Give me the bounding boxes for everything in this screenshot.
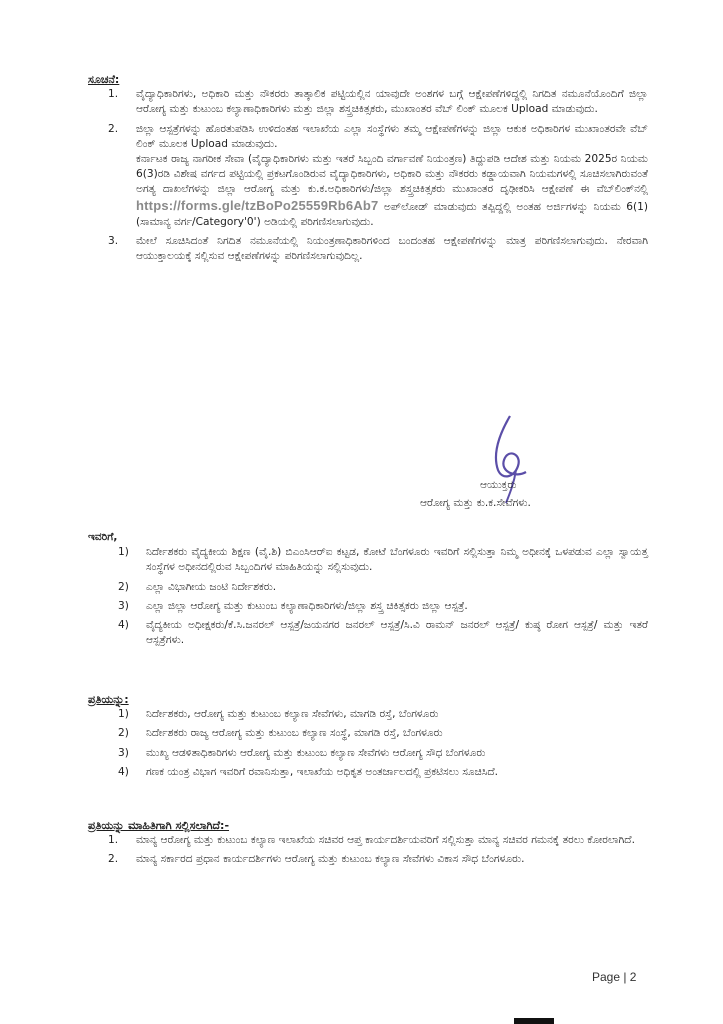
item-text: ನಿರ್ದೇಶಕರು ರಾಜ್ಯ ಆರೋಗ್ಯ ಮತ್ತು ಕುಟುಂಬ ಕಲ್ಯಾಣ ಸಂಸ್ಥೆ, ಮಾಗಡಿ ರಸ್ತೆ, ಬೆಂಗಳೂರು xyxy=(146,727,443,740)
note-text: ಅಪ್‌ಲೋಡ್ ಮಾಡುವುದು ತಪ್ಪಿದ್ದಲ್ಲಿ ಅಂತಹ ಅರ್ಜಿಗಳನ್ನು ನಿಯಮ 6(1) (ಸಾಮಾನ್ಯ ವರ್ಗ/Category'0') ಅಡಿಯಲ್ಲಿ ಪರಿಗಣಿಸಲಾಗುವುದು. xyxy=(136,200,649,228)
list-number: 3. xyxy=(108,235,119,248)
note-item-3 xyxy=(108,234,648,264)
list-item xyxy=(118,618,648,648)
list-item xyxy=(118,746,648,761)
signatory-title: ಆಯುಕ್ತರು xyxy=(480,479,517,491)
list-number: 2) xyxy=(118,727,129,740)
list-number: 4) xyxy=(118,619,129,632)
item-text: ಗಣಕ ಯಂತ್ರ ವಿಭಾಗ ಇವರಿಗೆ ರವಾನಿಸುತ್ತಾ, ಇಲಾಖೆಯ ಅಧಿಕೃತ ಅಂತರ್ಜಾಲದಲ್ಲಿ ಪ್ರಕಟಿಸಲು ಸೂಚಿಸಿದೆ. xyxy=(146,765,499,778)
list-number: 1) xyxy=(118,546,129,559)
list-number: 3) xyxy=(118,599,129,612)
note-item-2 xyxy=(108,122,648,230)
list-item xyxy=(108,852,648,867)
list-number: 3) xyxy=(118,746,129,759)
list-number: 1) xyxy=(118,708,129,721)
item-text: ಮಾನ್ಯ ಸರ್ಕಾರದ ಪ್ರಧಾನ ಕಾರ್ಯದರ್ಶಿಗಳು ಆರೋಗ್ಯ ಮತ್ತು ಕುಟುಂಬ ಕಲ್ಯಾಣ ಸೇವೆಗಳು ವಿಕಾಸ ಸೌಧ ಬೆಂಗಳೂರು. xyxy=(136,853,525,866)
to-title: ಇವರಿಗೆ, xyxy=(88,531,118,543)
list-item xyxy=(118,545,648,575)
list-item xyxy=(118,707,648,722)
item-text: ನಿರ್ದೇಶಕರು, ಆರೋಗ್ಯ ಮತ್ತು ಕುಟುಂಬ ಕಲ್ಯಾಣ ಸೇವೆಗಳು, ಮಾಗಡಿ ರಸ್ತೆ, ಬೆಂಗಳೂರು xyxy=(146,708,439,721)
list-item xyxy=(118,599,648,614)
item-text: ನಿರ್ದೇಶಕರು ವೈದ್ಯಕೀಯ ಶಿಕ್ಷಣ (ವೈ.ಶಿ) ಬಿಎಂಸಿಆರ್‌ಐ ಕಟ್ಟಡ, ಕೋಟೆ ಬೆಂಗಳೂರು ಇವರಿಗೆ ಸಲ್ಲಿಸುತ್ತಾ ನಿಮ್ಮ ಅಧೀನಕ್ಕೆ ಒಳಪಡುವ ಎಲ್ಲಾ ಸ್ವಾಯತ್ತ ಸಂಸ್ಥೆಗಳ ಅಧೀನದಲ್ಲಿರುವ ಸಿಬ್ಬಂದಿಗಳ ಮಾಹಿತಿಯನ್ನು ಸಲ್ಲಿಸುವುದು. xyxy=(146,546,648,574)
list-number: 2) xyxy=(118,580,129,593)
note-text: ವೈದ್ಯಾಧಿಕಾರಿಗಳು, ಅಧಿಕಾರಿ ಮತ್ತು ನೌಕರರು ತಾತ್ಕಾಲಿಕ ಪಟ್ಟಿಯಲ್ಲಿನ ಯಾವುದೇ ಅಂಶಗಳ ಬಗ್ಗೆ ಆಕ್ಷೇಪಣೆಗಳಿದ್ದಲ್ಲಿ ನಿಗದಿತ ನಮೂನೆಯೊಂದಿಗೆ ಜಿಲ್ಲಾ ಆರೋಗ್ಯ ಮತ್ತು ಕುಟುಂಬ ಕಲ್ಯಾಣಾಧಿಕಾರಿಗಳು ಮತ್ತು ಜಿಲ್ಲಾ ಶಸ್ತ್ರಚಿಕಿತ್ಸಕರು, ಮುಖಾಂತರ ವೆಬ್ ಲಿಂಕ್ ಮೂಲಕ Upload ಮಾಡುವುದು. xyxy=(136,88,648,116)
list-item xyxy=(118,726,648,741)
scan-mark xyxy=(514,1018,554,1024)
notes-section xyxy=(88,72,648,268)
notes-title: ಸೂಚನೆ: xyxy=(88,73,120,86)
page-number: Page | 2 xyxy=(592,970,637,984)
item-text: ಎಲ್ಲಾ ಜಿಲ್ಲಾ ಆರೋಗ್ಯ ಮತ್ತು ಕುಟುಂಬ ಕಲ್ಯಾಣಾಧಿಕಾರಿಗಳು/ಜಿಲ್ಲಾ ಶಸ್ತ್ರ ಚಿಕಿತ್ಸಕರು ಜಿಲ್ಲಾ ಆಸ್ಪತ್ರೆ. xyxy=(146,599,468,612)
copy-title: ಪ್ರತಿಯನ್ನು: xyxy=(88,693,129,706)
list-number: 1. xyxy=(108,834,119,847)
item-text: ವೈದ್ಯಕೀಯ ಅಧೀಕ್ಷಕರು/ಕೆ.ಸಿ.ಜನರಲ್ ಆಸ್ಪತ್ರೆ/ಜಯನಗರ ಜನರಲ್ ಆಸ್ಪತ್ರೆ/ಸಿ.ವಿ ರಾಮನ್ ಜನರಲ್ ಆಸ್ಪತ್ರೆ/ ಕುಷ್ಠ ರೋಗ ಆಸ್ಪತ್ರೆ/ ಮತ್ತು ಇತರೆ ಆಸ್ಪತ್ರೆಗಳು. xyxy=(146,619,648,647)
note-text: ಜಿಲ್ಲಾ ಆಸ್ಪತ್ರೆಗಳನ್ನು ಹೊರತುಪಡಿಸಿ ಉಳಿದಂತಹ ಇಲಾಖೆಯ ಎಲ್ಲಾ ಸಂಸ್ಥೆಗಳು ತಮ್ಮ ಆಕ್ಷೇಪಣೆಗಳನ್ನು ಜಿಲ್ಲಾ ಆಕುಕ ಅಧಿಕಾರಿಗಳ ಮುಖಾಂತರವೇ ವೆಬ್ ಲಿಂಕ್ ಮೂಲಕ Upload ಮಾಡುವುದು. xyxy=(136,122,648,150)
web-link[interactable]: https://forms.gle/tzBoPo25559Rb6Ab7 xyxy=(136,197,379,213)
item-text: ಮುಖ್ಯ ಆಡಳಿತಾಧಿಕಾರಿಗಳು ಆರೋಗ್ಯ ಮತ್ತು ಕುಟುಂಬ ಕಲ್ಯಾಣ ಸೇವೆಗಳು ಆರೋಗ್ಯ ಸೌಧ ಬೆಂಗಳೂರು xyxy=(146,746,486,759)
info-title: ಪ್ರತಿಯನ್ನು ಮಾಹಿತಿಗಾಗಿ ಸಲ್ಲಿಸಲಾಗಿದೆ:- xyxy=(88,819,230,832)
list-number: 1. xyxy=(108,88,119,101)
list-item xyxy=(118,765,648,780)
list-number: 2. xyxy=(108,853,119,866)
item-text: ಎಲ್ಲಾ ವಿಭಾಗೀಯ ಜಂಟಿ ನಿರ್ದೇಶಕರು. xyxy=(146,580,277,593)
info-section xyxy=(88,818,648,872)
signatory-dept: ಆರೋಗ್ಯ ಮತ್ತು ಕು.ಕ.ಸೇವೆಗಳು. xyxy=(420,497,531,509)
item-text: ಮಾನ್ಯ ಆರೋಗ್ಯ ಮತ್ತು ಕುಟುಂಬ ಕಲ್ಯಾಣ ಇಲಾಖೆಯ ಸಚಿವರ ಆಪ್ತ ಕಾರ್ಯದರ್ಶಿಯವರಿಗೆ ಸಲ್ಲಿಸುತ್ತಾ ಮಾನ್ಯ ಸಚಿವರ ಗಮನಕ್ಕೆ ತರಲು ಕೋರಲಾಗಿದೆ. xyxy=(136,834,635,847)
list-item xyxy=(118,580,648,595)
note-item-1 xyxy=(108,87,648,117)
copy-section xyxy=(88,692,648,784)
list-number: 4) xyxy=(118,765,129,778)
note-text: ಕರ್ನಾಟಕ ರಾಜ್ಯ ನಾಗರೀಕ ಸೇವಾ (ವೈದ್ಯಾಧಿಕಾರಿಗಳು ಮತ್ತು ಇತರೆ ಸಿಬ್ಬಂದಿ ವರ್ಗಾವಣೆ ನಿಯಂತ್ರಣ) ತಿದ್ದುಪಡಿ ಆದೇಶ ಮತ್ತು ನಿಯಮ 2025ರ ನಿಯಮ 6(3)ರಡಿ ವಿಶೇಷ ವರ್ಗದ ಪಟ್ಟಿಯಲ್ಲಿ ಪ್ರಕಟಗೊಂಡಿರುವ ವೈದ್ಯಾಧಿಕಾರಿಗಳು, ಅಧಿಕಾರಿ ಮತ್ತು ನೌಕರರು ಕಡ್ಡಾಯವಾಗಿ ನಿಯಮಗಳಲ್ಲಿ ಸೂಚಿಸಲಾಗಿರುವಂತೆ ಅಗತ್ಯ ದಾಖಲೆಗಳನ್ನು ಜಿಲ್ಲಾ ಆರೋಗ್ಯ ಮತ್ತು ಕು.ಕ.ಅಧಿಕಾರಿಗಳು/ಜಿಲ್ಲಾ ಶಸ್ತ್ರಚಿಕಿತ್ಸಕರು ಮುಖಾಂತರ ದೃಢೀಕರಿಸಿ ಆಕ್ಷೇಪಣೆ ಈ ವೆಬ್‌ಲಿಂಕ್‌ನಲ್ಲಿ xyxy=(136,153,648,196)
list-item xyxy=(108,833,648,848)
note-text: ಮೇಲೆ ಸೂಚಿಸಿದಂತೆ ನಿಗದಿತ ನಮೂನೆಯಲ್ಲಿ ನಿಯಂತ್ರಣಾಧಿಕಾರಿಗಳಿಂದ ಬಂದಂತಹ ಆಕ್ಷೇಪಣೆಗಳನ್ನು ಮಾತ್ರ ಪರಿಗಣಿಸಲಾಗುವುದು. ನೇರವಾಗಿ ಆಯುಕ್ತಾಲಯಕ್ಕೆ ಸಲ್ಲಿಸುವ ಆಕ್ಷೇಪಣೆಗಳನ್ನು ಪರಿಗಣಿಸಲಾಗುವುದಿಲ್ಲ. xyxy=(136,235,648,263)
to-section xyxy=(88,530,648,652)
list-number: 2. xyxy=(108,122,119,135)
